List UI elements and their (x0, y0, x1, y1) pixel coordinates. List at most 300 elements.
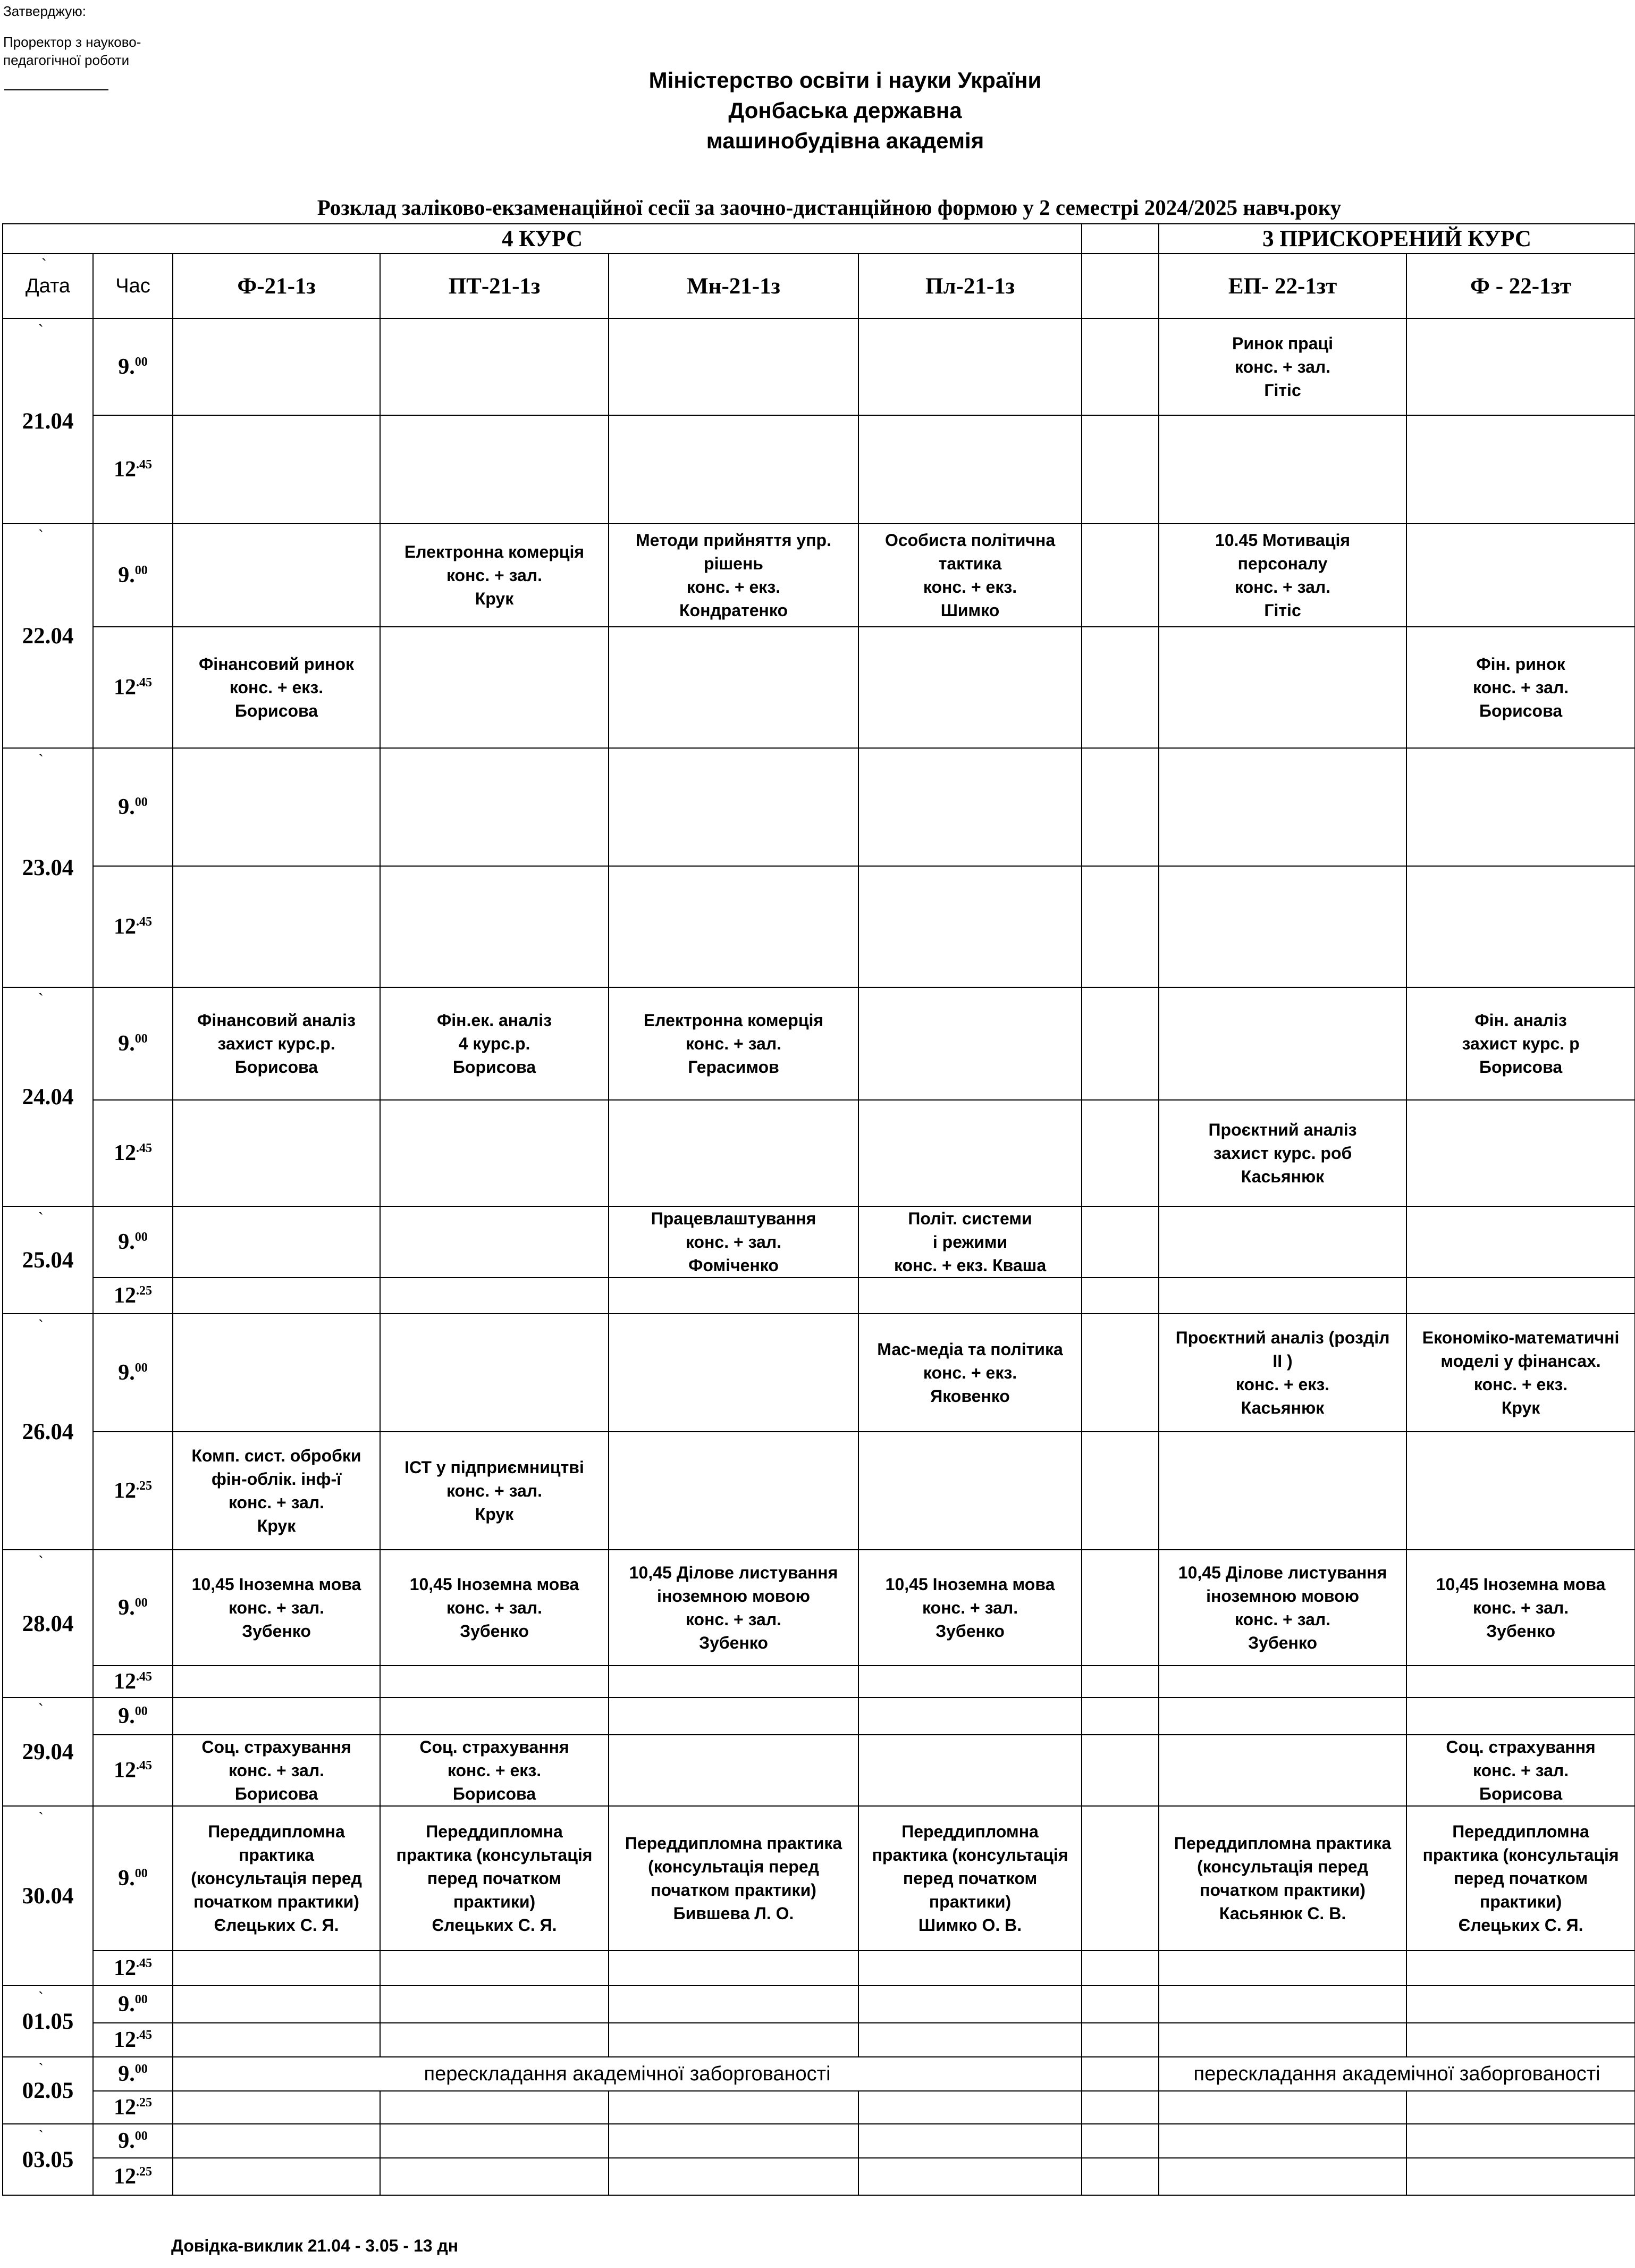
event-cell-spacer (1082, 1951, 1159, 1986)
event-line: іноземною мовою (657, 1586, 810, 1606)
event-cell-f-22-1zt (1406, 1206, 1635, 1278)
event-cell-ep-22-1zt (1159, 318, 1406, 415)
time-cell (93, 1278, 173, 1314)
event-line: тактика (938, 554, 1002, 573)
event-cell-pt-21-1z (380, 1698, 609, 1735)
event-cell-f-21-1z (173, 415, 380, 524)
event-line: початком практики) (193, 1892, 359, 1911)
event-cell-spacer (1082, 1550, 1159, 1666)
slot-row (3, 1206, 1635, 1278)
event-cell-ep-22-1zt (1159, 1432, 1406, 1550)
schedule-body (3, 224, 1635, 2195)
time-value: 9. (118, 1031, 135, 1056)
event-cell-f-22-1zt (1406, 1806, 1635, 1951)
event-cell-ep-22-1zt (1159, 866, 1406, 987)
time-value: 12 (114, 914, 136, 939)
time-cell (93, 1550, 173, 1666)
event-cell-pt-21-1z (380, 748, 609, 866)
event-line: захист курс. р (1462, 1034, 1580, 1053)
event-cell-mn-21-1z (609, 1951, 858, 1986)
time-superscript: 00 (134, 795, 148, 809)
time-superscript: .45 (136, 676, 152, 690)
event-cell-f-21-1z (173, 2023, 380, 2057)
time-superscript: 00 (134, 564, 148, 577)
date-label: 03.05 (22, 2147, 74, 2172)
date-tick: ` (38, 752, 44, 769)
time-superscript: 00 (134, 1361, 148, 1375)
event-line: Переддипломна практика (625, 1834, 842, 1853)
event-cell-pl-21-1z (858, 1432, 1082, 1550)
time-value: 12 (114, 1141, 136, 1165)
event-cell-spacer (1082, 866, 1159, 987)
event-line: конс. + зал. (446, 1481, 543, 1500)
event-cell-pt-21-1z (380, 987, 609, 1100)
time-value: 9. (118, 1360, 135, 1385)
event-line: захист курс.р. (217, 1034, 335, 1053)
event-line: Проєктний аналіз (розділ (1175, 1328, 1390, 1347)
event-line: конс. + зал. (446, 566, 543, 585)
event-cell-f-21-1z (173, 1278, 380, 1314)
event-cell-f-22-1zt (1406, 1698, 1635, 1735)
time-superscript: .45 (136, 915, 152, 929)
event-cell-ep-22-1zt (1159, 1550, 1406, 1666)
event-cell-mn-21-1z (609, 1278, 858, 1314)
event-line: 10,45 Іноземна мова (885, 1575, 1055, 1594)
group-pl-21-1z: Пл-21-1з (858, 254, 1082, 318)
event-cell-mn-21-1z (609, 2158, 858, 2195)
event-cell-pt-21-1z (380, 866, 609, 987)
time-superscript: .45 (136, 1141, 152, 1155)
event-cell-f-21-1z (173, 1100, 380, 1206)
event-cell-spacer (1082, 1806, 1159, 1951)
event-cell-mn-21-1z (609, 415, 858, 524)
time-value: 12 (114, 2164, 136, 2189)
event-cell-f-22-1zt (1406, 2091, 1635, 2124)
event-cell-spacer (1082, 1206, 1159, 1278)
event-cell-pt-21-1z (380, 1806, 609, 1951)
time-value: 9. (118, 2062, 135, 2086)
date-label: 23.04 (22, 855, 74, 880)
event-line: Зубенко (242, 1622, 311, 1641)
event-line: Електронна комерція (404, 542, 585, 561)
event-cell-mn-21-1z (609, 1314, 858, 1432)
time-cell (93, 318, 173, 415)
event-cell-pt-21-1z (380, 1951, 609, 1986)
time-cell (93, 1314, 173, 1432)
time-superscript: .25 (136, 2096, 152, 2110)
time-superscript: .25 (136, 2165, 152, 2179)
event-cell-pl-21-1z (858, 2023, 1082, 2057)
event-cell-f-22-1zt (1406, 2124, 1635, 2158)
time-value: 9. (118, 1992, 135, 2017)
event-cell-ep-22-1zt (1159, 2091, 1406, 2124)
slot-row (3, 2091, 1635, 2124)
event-line: Мас-медіа та політика (877, 1340, 1063, 1359)
event-cell-pl-21-1z (858, 627, 1082, 748)
event-cell-pt-21-1z (380, 627, 609, 748)
schedule-table (2, 223, 1635, 2196)
event-line: практики) (1479, 1892, 1562, 1911)
event-cell-pt-21-1z (380, 2158, 609, 2195)
event-cell-f-22-1zt (1406, 318, 1635, 415)
course-4: 4 КУРС (3, 224, 1082, 254)
time-superscript: .45 (136, 2028, 152, 2042)
date-cell (3, 1206, 93, 1314)
event-cell-pl-21-1z (858, 1986, 1082, 2023)
event-cell-pl-21-1z (858, 2124, 1082, 2158)
event-cell-ep-22-1zt (1159, 1206, 1406, 1278)
date-cell (3, 987, 93, 1206)
event-line: Зубенко (936, 1622, 1005, 1641)
event-cell-f-21-1z (173, 524, 380, 627)
event-line: Зубенко (699, 1633, 768, 1652)
time-cell (93, 2158, 173, 2195)
time-cell (93, 1986, 173, 2023)
time-superscript: .25 (136, 1284, 152, 1298)
time-cell (93, 1100, 173, 1206)
event-cell-spacer (1082, 987, 1159, 1100)
event-cell-spacer (1082, 2057, 1159, 2091)
time-value: 9. (118, 1704, 135, 1728)
header-tick: ` (41, 256, 47, 274)
date-tick: ` (38, 2128, 44, 2145)
event-cell-f-22-1zt (1406, 748, 1635, 866)
date-cell (3, 524, 93, 748)
event-line: конс. + зал. (228, 1598, 325, 1617)
event-line: рішень (704, 554, 763, 573)
event-line: Проєктний аналіз (1208, 1120, 1357, 1139)
event-line: Фін. ринок (1476, 654, 1565, 674)
event-cell-pl-21-1z (858, 1550, 1082, 1666)
event-line: конс. + зал. (228, 1493, 325, 1512)
event-line: Політ. системи (908, 1209, 1032, 1228)
event-cell-mn-21-1z (609, 1735, 858, 1806)
time-superscript: 00 (134, 2062, 148, 2076)
event-cell-pl-21-1z (858, 1100, 1082, 1206)
event-line: конс. + екз. (1235, 1375, 1330, 1394)
time-value: 12 (114, 1479, 136, 1503)
event-line: Герасимов (688, 1057, 779, 1077)
event-cell-pt-21-1z (380, 1986, 609, 2023)
event-cell-spacer (1082, 748, 1159, 866)
event-cell-pl-21-1z (858, 1951, 1082, 1986)
event-line: персоналу (1237, 554, 1328, 573)
event-line: конс. + екз. (447, 1761, 542, 1780)
time-value: 12 (114, 1669, 136, 1694)
time-cell (93, 415, 173, 524)
event-line: перед початком (903, 1869, 1038, 1888)
event-line: Соц. страхування (201, 1737, 351, 1757)
event-line: Методи прийняття упр. (636, 531, 831, 550)
event-cell-f-21-1z (173, 2124, 380, 2158)
event-line: 10,45 Ділове листування (629, 1563, 838, 1582)
event-line: Борисова (452, 1784, 536, 1803)
event-cell-pl-21-1z (858, 748, 1082, 866)
event-cell-spacer (1082, 415, 1159, 524)
event-line: Крук (475, 589, 514, 608)
event-cell-spacer (1082, 318, 1159, 415)
event-cell-pl-21-1z (858, 415, 1082, 524)
header-date (3, 254, 93, 318)
event-cell-mn-21-1z (609, 987, 858, 1100)
event-cell-pt-21-1z (380, 1278, 609, 1314)
stamp-approve: Затверджую: (3, 3, 86, 19)
event-line: конс. + зал. (228, 1761, 325, 1780)
date-tick: ` (38, 1210, 44, 1228)
event-cell-mn-21-1z (609, 2091, 858, 2124)
event-cell-f-22-1zt (1406, 627, 1635, 748)
event-cell-ep-22-1zt (1159, 1100, 1406, 1206)
time-cell (93, 627, 173, 748)
footer-note: Довідка-виклик 21.04 - 3.05 - 13 дн (171, 2236, 459, 2255)
date-label: 01.05 (22, 2009, 74, 2034)
slot-row (3, 1666, 1635, 1698)
date-cell (3, 748, 93, 987)
event-cell-f-21-1z (173, 987, 380, 1100)
time-superscript: .45 (136, 1670, 152, 1684)
event-cell-f-22-1zt (1406, 2158, 1635, 2195)
event-cell-f-21-1z (173, 1951, 380, 1986)
event-cell-pt-21-1z (380, 1550, 609, 1666)
event-cell-mn-21-1z (609, 1550, 858, 1666)
event-cell-f-21-1z (173, 748, 380, 866)
event-line: 10,45 Іноземна мова (409, 1575, 579, 1594)
event-line: перед початком (427, 1869, 562, 1888)
event-cell-spacer (1082, 627, 1159, 748)
event-line: Переддипломна (901, 1822, 1039, 1841)
date-label: 29.04 (22, 1739, 74, 1765)
event-line: конс. + зал. (922, 1598, 1018, 1617)
time-value: 9. (118, 1595, 135, 1620)
event-line: Соц. страхування (1446, 1737, 1596, 1757)
group-ep-22-1zt: ЕП- 22-1зт (1159, 254, 1406, 318)
event-cell-f-22-1zt (1406, 415, 1635, 524)
time-value: 12 (114, 1283, 136, 1308)
event-cell-f-21-1z (173, 1206, 380, 1278)
date-cell (3, 1314, 93, 1550)
event-line: конс. + зал. (685, 1232, 782, 1251)
event-cell-f-21-1z (173, 1432, 380, 1550)
slot-row (3, 1951, 1635, 1986)
event-cell-pl-21-1z (858, 1206, 1082, 1278)
event-line: Зубенко (460, 1622, 529, 1641)
event-line: конс. + зал. (1472, 1761, 1569, 1780)
event-cell-spacer (1082, 1698, 1159, 1735)
event-cell-ep-22-1zt (1159, 2124, 1406, 2158)
event-cell-pt-21-1z (380, 1432, 609, 1550)
event-cell-pt-21-1z (380, 1666, 609, 1698)
event-line: конс. + екз. (1473, 1375, 1568, 1394)
event-cell-spacer (1082, 1986, 1159, 2023)
event-line: Фоміченко (688, 1256, 779, 1275)
event-cell-f-21-1z (173, 866, 380, 987)
event-line: Борисова (234, 701, 318, 720)
event-line: захист курс. роб (1213, 1144, 1352, 1163)
event-line: іноземною мовою (1206, 1586, 1359, 1606)
slot-row (3, 1314, 1635, 1432)
time-cell (93, 1666, 173, 1698)
event-line: початком практики) (651, 1880, 816, 1900)
event-cell-spacer (1082, 1278, 1159, 1314)
group-mn-21-1z: Мн-21-1з (609, 254, 858, 318)
stamp-role-line2: педагогічної роботи (3, 52, 130, 68)
event-line: Борисова (1479, 1057, 1563, 1077)
event-line: Шимко О. В. (918, 1916, 1022, 1935)
event-line: Єлецьких С. Я. (1458, 1916, 1583, 1935)
time-cell (93, 1735, 173, 1806)
event-cell-pt-21-1z (380, 524, 609, 627)
date-label: 28.04 (22, 1611, 74, 1636)
event-line: Єлецьких С. Я. (214, 1916, 339, 1935)
event-line: конс. + екз. (686, 577, 781, 597)
time-value: 12 (114, 1758, 136, 1783)
event-cell-f-22-1zt (1406, 1278, 1635, 1314)
event-line: Ринок праці (1232, 334, 1334, 353)
event-line: практики) (453, 1892, 536, 1911)
event-cell-f-21-1z (173, 2091, 380, 2124)
event-cell-mn-21-1z (609, 866, 858, 987)
event-cell-pl-21-1z (858, 1806, 1082, 1951)
time-superscript: 00 (134, 1230, 148, 1244)
time-cell (93, 987, 173, 1100)
event-cell-f-21-1z (173, 1698, 380, 1735)
date-label: 25.04 (22, 1247, 74, 1273)
event-line: ІІ ) (1272, 1351, 1293, 1371)
event-line: Фін. аналіз (1474, 1011, 1567, 1030)
event-line: Борисова (234, 1057, 318, 1077)
event-line: Крук (475, 1505, 514, 1524)
time-cell (93, 2091, 173, 2124)
group-header-row (3, 254, 1635, 318)
group-spacer (1082, 254, 1159, 318)
event-line: конс. + зал. (1234, 577, 1331, 597)
event-line: Борисова (452, 1057, 536, 1077)
event-cell-pl-21-1z (858, 1666, 1082, 1698)
course-spacer (1082, 224, 1159, 254)
event-cell-f-22-1zt (1406, 2023, 1635, 2057)
slot-row (3, 748, 1635, 866)
event-line: практика (консультація (872, 1845, 1068, 1864)
event-cell-pt-21-1z (380, 1735, 609, 1806)
slot-row (3, 2158, 1635, 2195)
date-cell (3, 1806, 93, 1986)
time-cell (93, 1432, 173, 1550)
event-cell-ep-22-1zt (1159, 627, 1406, 748)
time-superscript: 00 (134, 2129, 148, 2143)
event-cell-f-22-1zt (1406, 1314, 1635, 1432)
event-cell-mn-21-1z (609, 1806, 858, 1951)
event-cell-ep-22-1zt (1159, 2158, 1406, 2195)
time-cell (93, 866, 173, 987)
event-cell-pt-21-1z (380, 1100, 609, 1206)
group-f-22-1zt: Ф - 22-1зт (1406, 254, 1635, 318)
event-line: Соц. страхування (419, 1737, 569, 1757)
ministry-line2: Донбаська державна (728, 98, 962, 123)
event-line: Зубенко (1248, 1633, 1317, 1652)
event-line: 10,45 Іноземна мова (1436, 1575, 1606, 1594)
time-value: 12 (114, 457, 136, 482)
event-cell-spacer (1082, 524, 1159, 627)
event-cell-ep-22-1zt (1159, 1735, 1406, 1806)
stamp-role-line1: Проректор з науково- (3, 34, 141, 50)
event-line: конс. + екз. Кваша (894, 1256, 1047, 1275)
event-cell-f-22-1zt (1406, 866, 1635, 987)
time-superscript: 00 (134, 1867, 148, 1880)
slot-row (3, 866, 1635, 987)
event-cell-ep-22-1zt (1159, 1698, 1406, 1735)
event-cell-spacer (1082, 2124, 1159, 2158)
event-cell-f-22-1zt (1406, 1432, 1635, 1550)
slot-row (3, 2023, 1635, 2057)
event-cell-f-21-1z (173, 1735, 380, 1806)
event-cell-spacer (1082, 1432, 1159, 1550)
event-line: Фінансовий ринок (198, 654, 354, 674)
slot-row (3, 1550, 1635, 1666)
event-cell-pl-21-1z (858, 1314, 1082, 1432)
event-cell-mn-21-1z (609, 1432, 858, 1550)
slot-row (3, 1986, 1635, 2023)
retake-cell-4course: перескладання академічної заборгованості (173, 2057, 1082, 2091)
event-cell-spacer (1082, 1666, 1159, 1698)
event-cell-mn-21-1z (609, 748, 858, 866)
event-cell-ep-22-1zt (1159, 1278, 1406, 1314)
event-cell-mn-21-1z (609, 627, 858, 748)
event-line: практика (консультація (396, 1845, 593, 1864)
date-label: 21.04 (22, 408, 74, 434)
event-cell-f-21-1z (173, 1666, 380, 1698)
event-line: Яковенко (930, 1387, 1010, 1406)
event-cell-pl-21-1z (858, 524, 1082, 627)
time-superscript: .45 (136, 1956, 152, 1970)
date-cell (3, 318, 93, 524)
event-cell-pl-21-1z (858, 2158, 1082, 2195)
event-line: конс. + екз. (229, 678, 324, 697)
event-line: Зубенко (1486, 1622, 1555, 1641)
date-cell (3, 1698, 93, 1806)
time-cell (93, 2023, 173, 2057)
event-line: Гітіс (1264, 601, 1301, 620)
event-line: конс. + зал. (1234, 357, 1331, 376)
event-cell-f-21-1z (173, 1806, 380, 1951)
date-tick: ` (38, 322, 44, 340)
event-line: Фін.ек. аналіз (436, 1011, 552, 1030)
time-cell (93, 1698, 173, 1735)
event-line: Крук (1501, 1398, 1540, 1417)
slot-row (3, 318, 1635, 415)
time-value: 12 (114, 2095, 136, 2120)
event-line: Кондратенко (679, 601, 788, 620)
event-cell-pt-21-1z (380, 1206, 609, 1278)
event-cell-f-21-1z (173, 318, 380, 415)
event-cell-f-22-1zt (1406, 1735, 1635, 1806)
event-line: Борисова (234, 1784, 318, 1803)
event-line: 10,45 Іноземна мова (191, 1575, 361, 1594)
event-cell-mn-21-1z (609, 1206, 858, 1278)
event-cell-pl-21-1z (858, 987, 1082, 1100)
date-tick: ` (38, 1989, 44, 2007)
event-line: 4 курс.р. (458, 1034, 530, 1053)
date-cell (3, 2057, 93, 2124)
time-superscript: 00 (134, 355, 148, 369)
event-line: конс. + зал. (685, 1034, 782, 1053)
date-tick: ` (38, 1317, 44, 1335)
event-line: Єлецьких С. Я. (432, 1916, 557, 1935)
time-cell (93, 524, 173, 627)
ministry-line3: машинобудівна академія (706, 128, 984, 153)
event-cell-ep-22-1zt (1159, 1986, 1406, 2023)
event-cell-mn-21-1z (609, 524, 858, 627)
event-cell-pt-21-1z (380, 2091, 609, 2124)
